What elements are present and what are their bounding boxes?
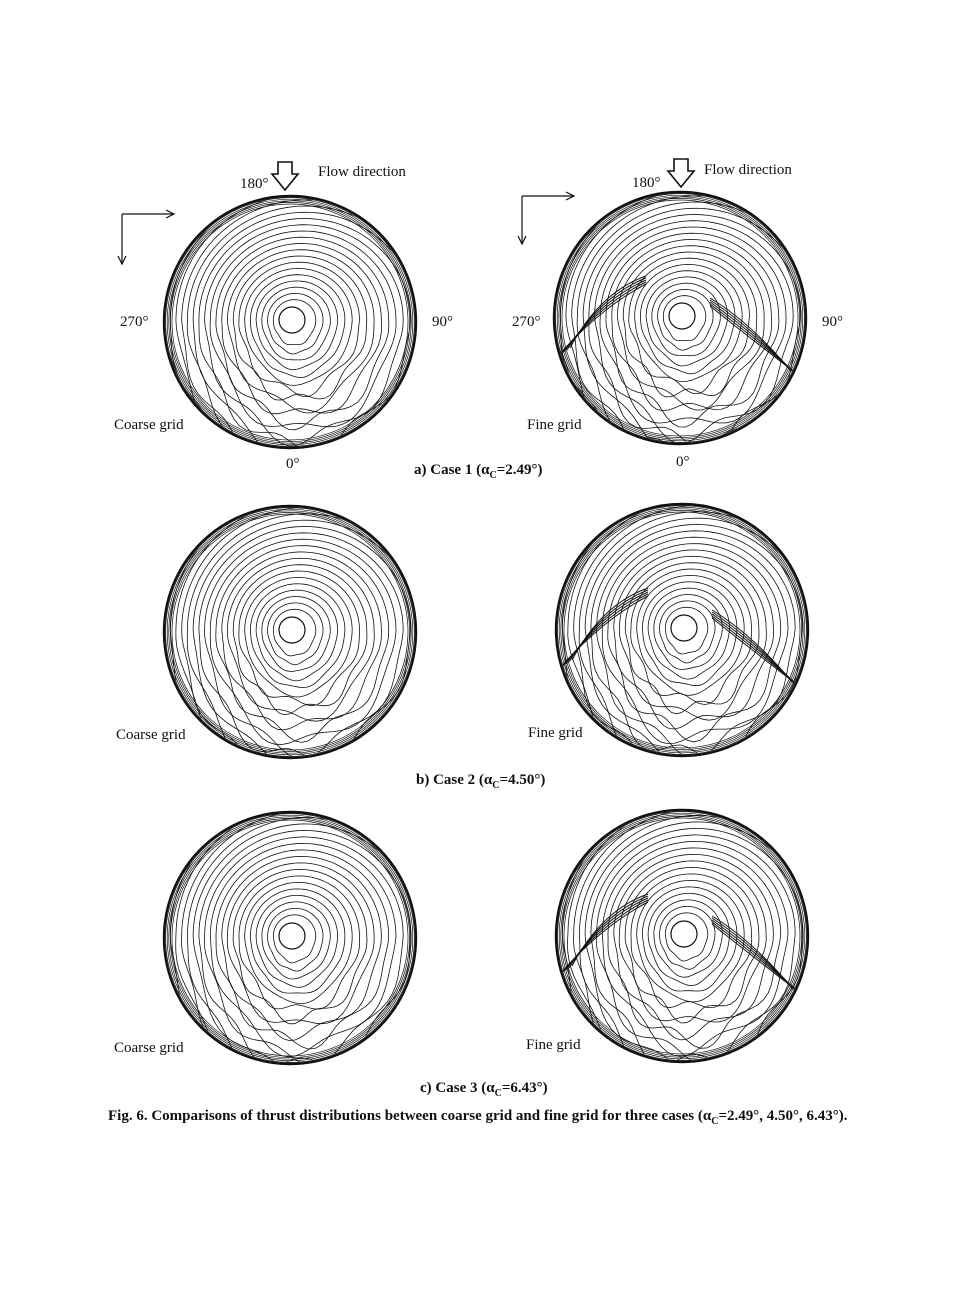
contour-plot-case3-fine: [552, 806, 812, 1066]
angle-270-label: 270°: [512, 314, 541, 330]
case2-caption: b) Case 2 $(\alpha_C=4.50^\circ)$: [416, 772, 546, 791]
flow-direction-label: Flow direction: [704, 162, 792, 178]
flow-direction-label: Flow direction: [318, 164, 406, 180]
angle-90-label: 90°: [432, 314, 453, 330]
contour-plot-case1-coarse: [160, 192, 420, 452]
angle-180-label: 180°: [632, 175, 661, 191]
contour-plot-case2-fine: [552, 500, 812, 760]
case3-caption: c) Case 3 $(\alpha_C=6.43^\circ)$: [420, 1080, 548, 1099]
grid-label: Coarse grid: [114, 417, 184, 433]
axes-arrow-icon: [514, 186, 580, 248]
grid-label: Fine grid: [528, 725, 583, 741]
grid-label: Fine grid: [526, 1037, 581, 1053]
case1-caption: a) Case 1 $(\alpha_C=2.49^\circ)$: [414, 462, 543, 481]
angle-180-label: 180°: [240, 176, 269, 192]
angle-0-label: 0°: [676, 454, 690, 470]
flow-arrow-icon: [666, 157, 696, 189]
contour-plot-case1-fine: [550, 188, 810, 448]
contour-plot-case2-coarse: [160, 502, 420, 762]
angle-90-label: 90°: [822, 314, 843, 330]
figure-caption: Fig. 6. Comparisons of thrust distributions between coarse grid and fine grid for three cases ($\alpha_C=2.49^\circ$, 4.50°, 6.43°).: [108, 1108, 848, 1127]
grid-label: Fine grid: [527, 417, 582, 433]
flow-arrow-icon: [270, 160, 300, 192]
grid-label: Coarse grid: [114, 1040, 184, 1056]
grid-label: Coarse grid: [116, 727, 186, 743]
axes-arrow-icon: [114, 202, 180, 268]
angle-0-label: 0°: [286, 456, 300, 472]
contour-plot-case3-coarse: [160, 808, 420, 1068]
angle-270-label: 270°: [120, 314, 149, 330]
